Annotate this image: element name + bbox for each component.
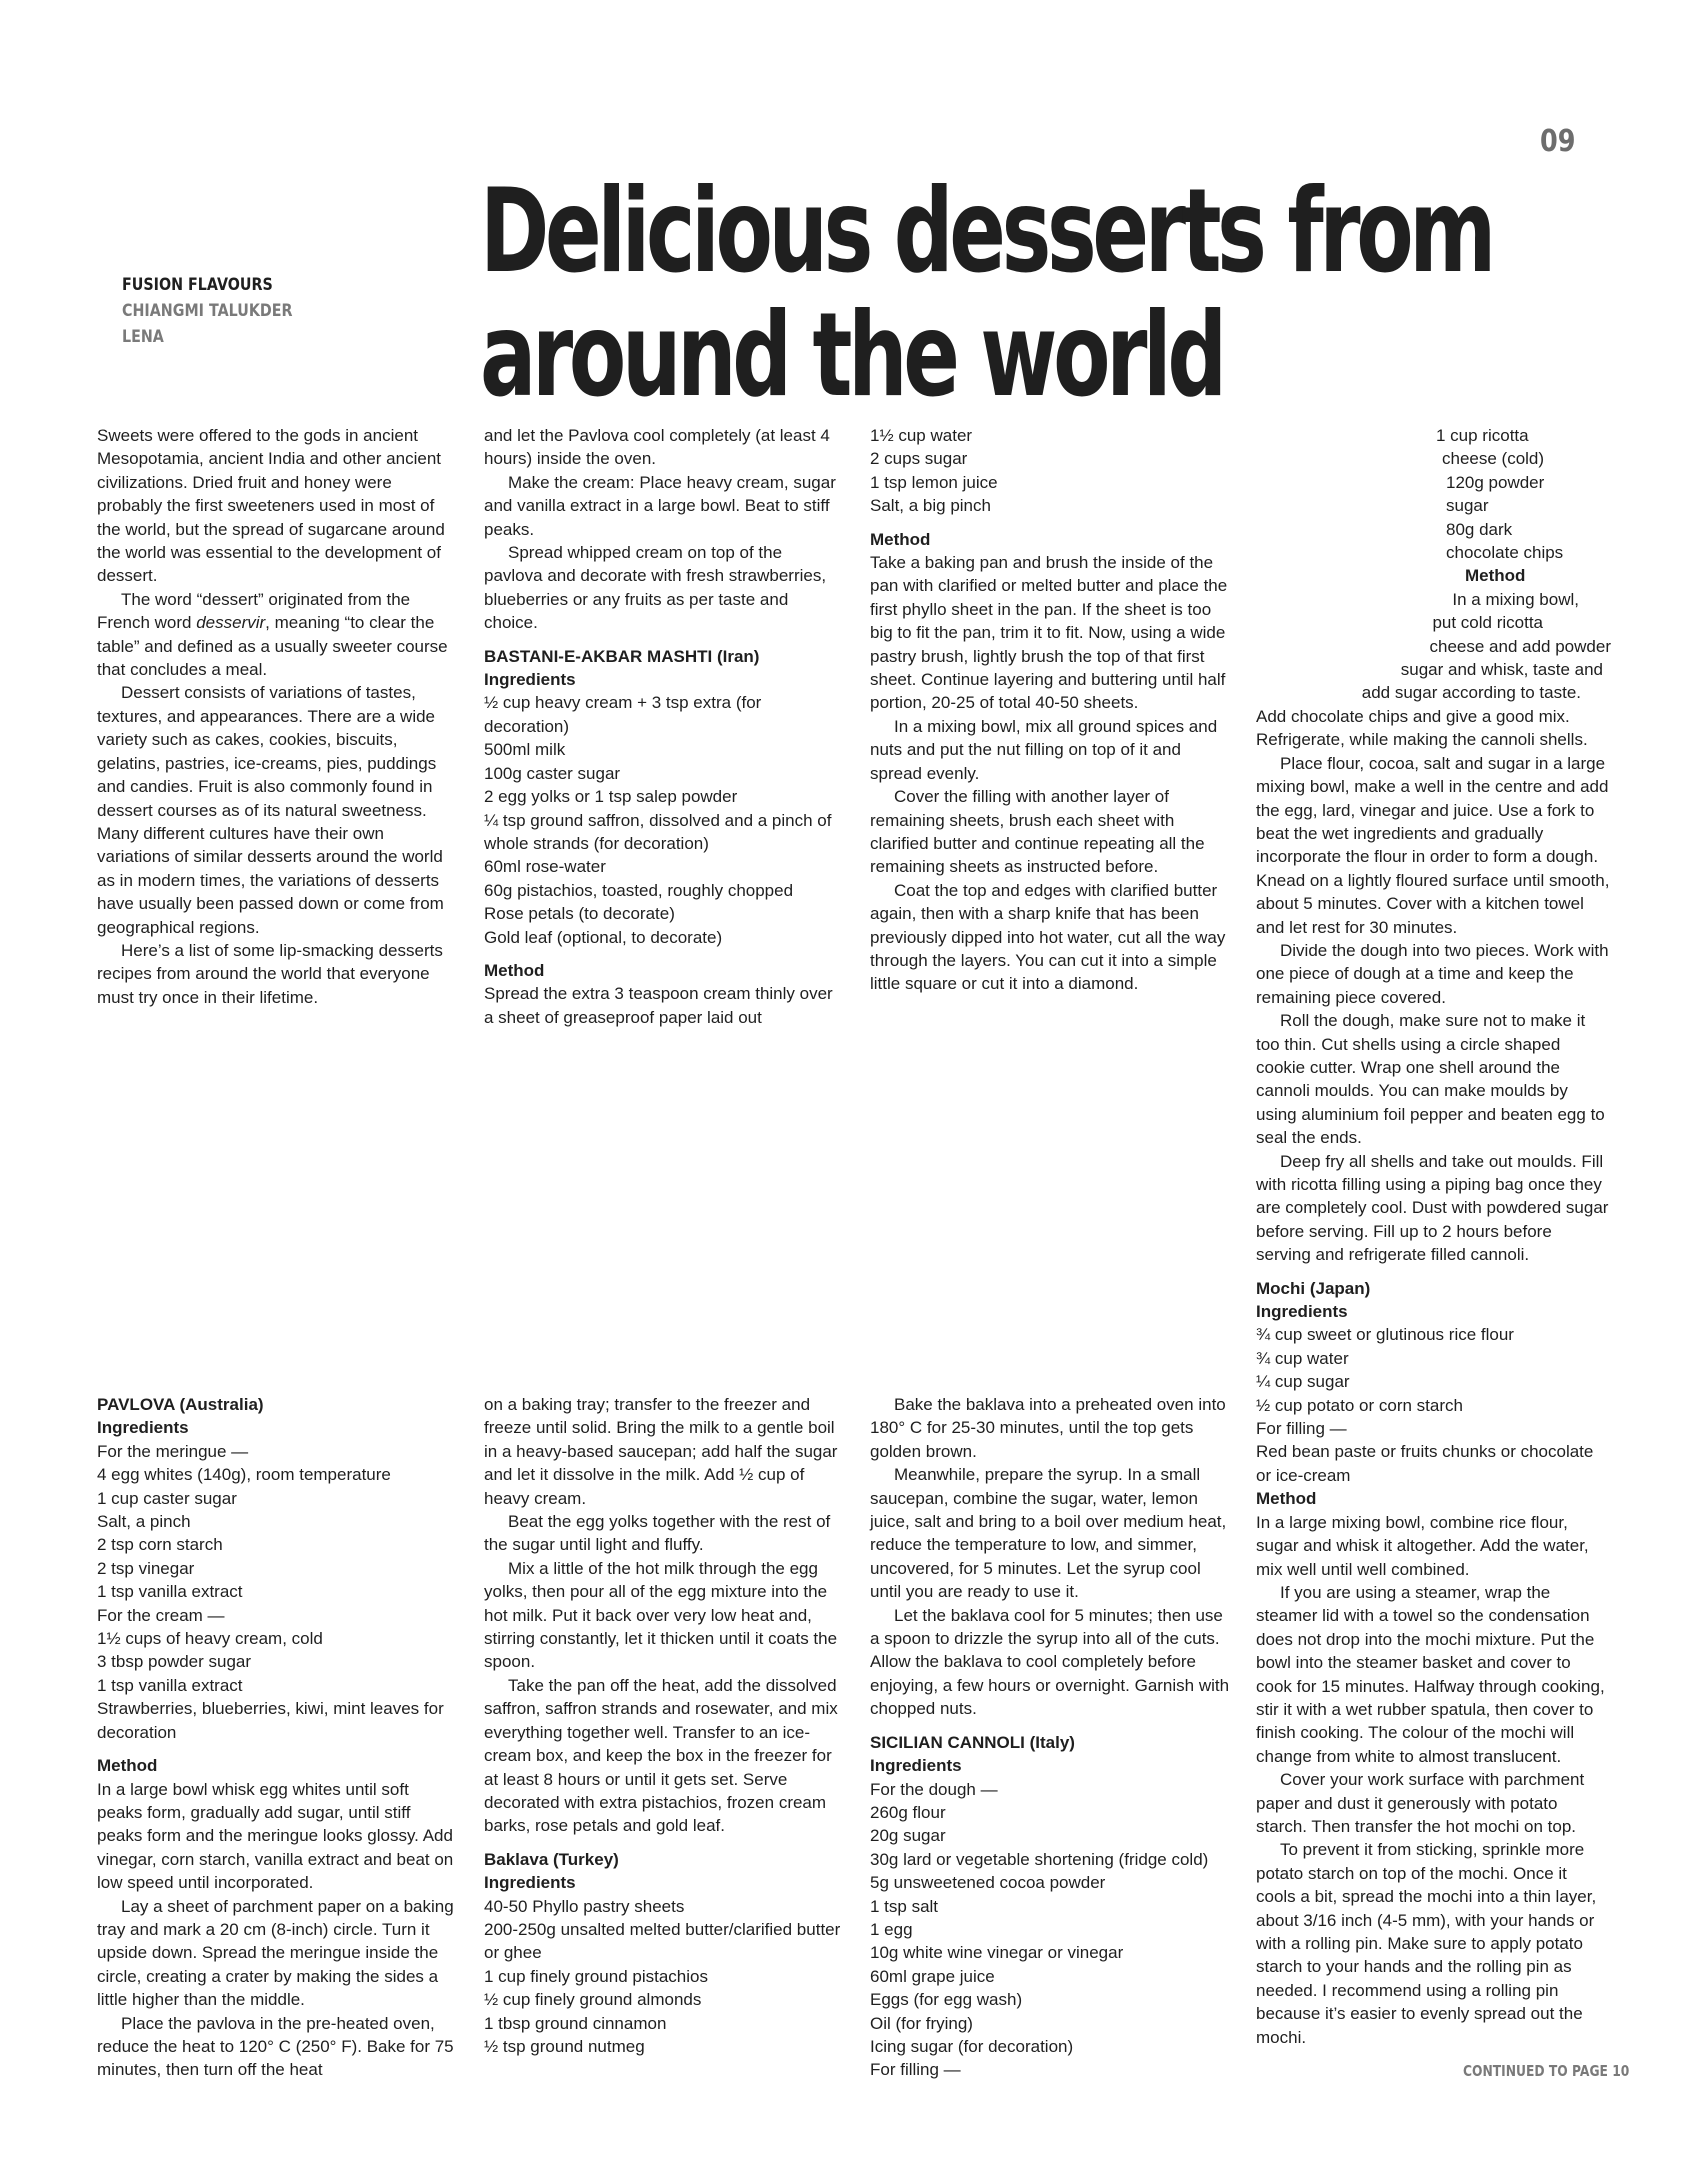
body-paragraph: Let the baklava cool for 5 minutes; then use a spoon to drizzle the syrup into all of the cuts. Allow the baklava to cool completely before enjoying, a few hours or overnight. Garnish with chopped nuts. <box>870 1605 1230 1719</box>
ingredient-item: For the meringue — <box>97 1441 249 1461</box>
ingredient-item: 1 tsp vanilla extract <box>97 1582 243 1602</box>
ingredient-item: ½ cup heavy cream + 3 tsp extra (for decoration) <box>484 693 762 736</box>
ingredient-item: ½ cup finely ground almonds <box>484 1990 702 2010</box>
body-paragraph: Bake the baklava into a preheated oven into 180° C for 25-30 minutes, until the top gets golden brown. <box>870 1395 1226 1461</box>
recipe-title: PAVLOVA (Australia) <box>97 1395 264 1414</box>
intro-paragraph: Sweets were offered to the gods in ancient Mesopotamia, ancient India and other ancient civilizations. Dried fruit and honey were probably the first sweeteners used in most of the world, but the spread of sugarcane around the world was essential to the development of dessert. <box>97 426 445 586</box>
body-paragraph: on a baking tray; transfer to the freezer and freeze until solid. Bring the milk to a gentle boil in a heavy-based saucepan; add half the sugar and let it dissolve in the milk. Add ½ cup of heavy cream. <box>484 1395 838 1508</box>
ingredient-item: 1 tbsp ground cinnamon <box>484 2013 667 2033</box>
body-paragraph: Make the cream: Place heavy cream, sugar and vanilla extract in a large bowl. Beat to stiff peaks. <box>484 472 836 539</box>
method-line: In a mixing bowl, <box>1452 589 1579 609</box>
ricotta-list <box>1256 424 1611 564</box>
recipe-title: Baklava (Turkey) <box>484 1849 619 1869</box>
ingredient-item: 1½ cups of heavy cream, cold <box>97 1629 323 1649</box>
ingredient-item: 2 egg yolks or 1 tsp salep powder <box>484 787 738 807</box>
iran-method-baklava-column <box>484 1393 844 2058</box>
ingredient-item: Salt, a pinch <box>97 1512 191 1532</box>
method-label: Method <box>1256 1489 1317 1509</box>
headline-line-1: Delicious desserts from <box>480 164 1492 299</box>
ingredient-item: 120g powder <box>1446 472 1545 492</box>
ingredient-item: 1 egg <box>870 1919 913 1939</box>
ingredient-item: 1 cup caster sugar <box>97 1488 237 1508</box>
ingredient-item: Oil (for frying) <box>870 2013 973 2033</box>
ingredient-item: 2 cups sugar <box>870 449 968 469</box>
body-paragraph: Spread whipped cream on top of the pavlova and decorate with fresh strawberries, blueberries or any fruits as per taste and choice. <box>484 543 827 633</box>
ingredient-item: chocolate chips <box>1446 543 1564 563</box>
ingredients-label: Ingredients <box>97 1418 189 1438</box>
ingredient-item: Red bean paste or fruits chunks or chocolate or ice-cream <box>1256 1442 1594 1485</box>
body-paragraph: Deep fry all shells and take out moulds. Fill with ricotta filling using a piping bag once they are completely cool. Dust with powdered sugar before serving. Fill up to 2 hours before serving and refrigerate filled cannoli. <box>1256 1151 1609 1265</box>
body-paragraph: To prevent it from sticking, sprinkle more potato starch on top of the mochi. Once it cools a bit, spread the mochi into a thin layer, about 3/16 inch (4-5 mm), with your hands or with a rolling pin. Make sure to apply potato starch to your hands and the rolling pin as needed. I recommend using a rolling pin because it’s easier to evenly spread out the mochi. <box>1256 1840 1597 2047</box>
ingredient-item: ½ tsp ground nutmeg <box>484 2036 645 2056</box>
recipe-title: Mochi (Japan) <box>1256 1278 1371 1298</box>
method-line: put cold ricotta <box>1432 613 1543 633</box>
intro-paragraph <box>97 588 457 682</box>
ingredient-item: 100g caster sugar <box>484 763 621 783</box>
ingredient-item: 1½ cup water <box>870 426 973 445</box>
body-paragraph: Place flour, cocoa, salt and sugar in a large mixing bowl, make a well in the centre and add the egg, lard, vinegar and juice. Use a fork to beat the wet ingredients and gradually incorporate the flour in order to form a dough. Knead on a lightly floured surface until smooth, about 5 minutes. Cover with a kitchen towel and let rest for 30 minutes. <box>1256 753 1610 937</box>
body-paragraph: Take the pan off the heat, add the dissolved saffron, saffron strands and rosewater, and mix everything together well. Transfer to an ice-cream box, and keep the box in the freezer for at least 8 hours or until it gets set. Serve decorated with extra pistachios, frozen cream barks, rose petals and gold leaf. <box>484 1675 838 1836</box>
author-name-2: LENA <box>122 327 164 347</box>
ingredient-item: ¾ cup water <box>1256 1348 1349 1368</box>
ingredient-item: For filling — <box>870 2060 961 2080</box>
body-paragraph: Cover your work surface with parchment paper and dust it generously with potato starch. Then transfer the hot mochi on top. <box>1256 1770 1585 1836</box>
method-label: Method <box>1465 566 1526 586</box>
ingredient-item: 260g flour <box>870 1802 946 1822</box>
ingredient-item: sugar <box>1446 496 1489 516</box>
body-paragraph: Mix a little of the hot milk through the egg yolks, then pour all of the egg mixture into the hot milk. Put it back over very low heat and, stirring constantly, let it thicken until it coats the spoon. <box>484 1558 838 1672</box>
method-line: cheese and add powder <box>1429 636 1611 656</box>
ingredient-item: 30g lard or vegetable shortening (fridge cold) <box>870 1849 1209 1869</box>
ingredient-item: Gold leaf (optional, to decorate) <box>484 927 723 947</box>
byline <box>122 272 293 350</box>
ingredient-item: 2 tsp corn starch <box>97 1535 223 1555</box>
ingredient-item: 10g white wine vinegar or vinegar <box>870 1943 1124 1963</box>
body-paragraph: Coat the top and edges with clarified butter again, then with a sharp knife that has been previously dipped into hot water, cut all the way through the layers. You can cut it into a simple little square or cut it into a diamond. <box>870 880 1226 994</box>
section-label: FUSION FLAVOURS <box>122 275 273 295</box>
headline <box>480 164 1492 423</box>
pavlova-column <box>97 1393 457 2082</box>
ingredient-item: 60ml rose-water <box>484 857 606 877</box>
ingredient-item: 20g sugar <box>870 1826 946 1846</box>
ingredient-item: ¾ cup sweet or glutinous rice flour <box>1256 1325 1514 1345</box>
body-paragraph: Roll the dough, make sure not to make it too thin. Cut shells using a circle shaped cookie cutter. Wrap one shell around the cannoli moulds. You can make moulds by using aluminium foil pepper and beaten egg to seal the ends. <box>1256 1011 1605 1148</box>
ingredient-item: 200-250g unsalted melted butter/clarified butter or ghee <box>484 1919 841 1963</box>
method-label: Method <box>97 1756 158 1776</box>
body-paragraph: Divide the dough into two pieces. Work with one piece of dough at a time and keep the remaining piece covered. <box>1256 940 1609 1007</box>
body-paragraph: Add chocolate chips and give a good mix. Refrigerate, while making the cannoli shells. <box>1256 706 1588 750</box>
ingredient-item: 3 tbsp powder sugar <box>97 1652 252 1672</box>
method-lines <box>1256 588 1611 705</box>
body-paragraph: Take a baking pan and brush the inside of the pan with clarified or melted butter and place the first phyllo sheet in the pan. If the sheet is too big to fit the pan, trim it to fit. Now, using a wide pastry brush, lightly brush the top of that first sheet. Continue layering and buttering until half portion, 20-25 of total 40-50 sheets. <box>870 553 1228 713</box>
ingredient-item: 1 cup ricotta <box>1436 426 1529 445</box>
ingredient-item: cheese (cold) <box>1442 449 1545 469</box>
ingredient-item: For the dough — <box>870 1779 998 1799</box>
body-paragraph: and let the Pavlova cool completely (at least 4 hours) inside the oven. <box>484 426 830 469</box>
body-paragraph: Cover the filling with another layer of remaining sheets, brush each sheet with clarified butter and continue repeating all the remaining sheets as instructed before. <box>870 787 1205 877</box>
ingredient-item: Strawberries, blueberries, kiwi, mint leaves for decoration <box>97 1699 444 1742</box>
ingredient-item: 60g pistachios, toasted, roughly chopped <box>484 880 794 900</box>
continued-note: CONTINUED TO PAGE 10 <box>1463 2062 1630 2080</box>
body-paragraph: Meanwhile, prepare the syrup. In a small saucepan, combine the sugar, water, lemon juice, salt and bring to a boil over medium heat, reduce the temperature to low, and simmer, uncovered, for 5 minutes. Let the syrup cool until you are ready to use it. <box>870 1465 1227 1602</box>
baklava-cannoli-column <box>870 1393 1230 2082</box>
method-line: sugar and whisk, taste and <box>1400 660 1603 680</box>
body-paragraph: Lay a sheet of parchment paper on a baking tray and mark a 20 cm (8-inch) circle. Turn it upside down. Spread the meringue inside the circle, creating a crater by making the sides a little higher than the middle. <box>97 1896 454 2010</box>
ingredient-item: 2 tsp vinegar <box>97 1558 195 1578</box>
body-paragraph: In a large mixing bowl, combine rice flour, sugar and whisk it altogether. Add the water, mix well until well combined. <box>1256 1512 1589 1579</box>
ingredient-item: 1 tsp salt <box>870 1896 939 1916</box>
body-paragraph: In a large bowl whisk egg whites until soft peaks form, gradually add sugar, until stiff peaks form and the meringue looks glossy. Add vinegar, corn starch, vanilla extract and beat on low speed until incorporated. <box>97 1779 454 1893</box>
ingredient-item: 5g unsweetened cocoa powder <box>870 1873 1106 1893</box>
recipe-title: SICILIAN CANNOLI (Italy) <box>870 1732 1075 1752</box>
method-line: add sugar according to taste. <box>1361 683 1581 703</box>
ingredients-label: Ingredients <box>1256 1302 1348 1322</box>
method-text: Spread the extra 3 teaspoon cream thinly over a sheet of greaseproof paper laid out <box>484 984 833 1027</box>
body-paragraph: Beat the egg yolks together with the rest of the sugar until light and fluffy. <box>484 1512 831 1555</box>
body-paragraph: Place the pavlova in the pre-heated oven, reduce the heat to 120° C (250° F). Bake for 75 minutes, then turn off the heat <box>97 2013 454 2080</box>
iran-recipe-column <box>484 424 844 1029</box>
dessert-origin-text: The word “dessert” originated from the French word desservir, meaning “to clear the table” and defined as a usually sweeter course that concludes a meal. <box>97 589 448 680</box>
recipe-title: BASTANI-E-AKBAR MASHTI (Iran) <box>484 646 760 666</box>
ingredient-item: 40-50 Phyllo pastry sheets <box>484 1896 685 1916</box>
ingredient-item: Rose petals (to decorate) <box>484 904 675 924</box>
ingredient-item: For filling — <box>1256 1419 1347 1439</box>
ingredient-item: 4 egg whites (140g), room temperature <box>97 1465 391 1485</box>
headline-line-2: around the world <box>480 288 1223 423</box>
body-paragraph: If you are using a steamer, wrap the steamer lid with a towel so the condensation does not drop into the mochi mixture. Put the bowl into the steamer basket and cover to cook for 15 minutes. Halfway through cooking, stir it with a wet rubber spatula, then cover to finish cooking. The colour of the mochi will change from white to almost translucent. <box>1256 1582 1605 1766</box>
ingredient-item: ¼ tsp ground saffron, dissolved and a pinch of whole strands (for decoration) <box>484 810 832 853</box>
cannoli-mochi-column <box>1256 424 1611 2049</box>
ingredient-item: 80g dark <box>1446 519 1513 539</box>
ingredient-item: 1 cup finely ground pistachios <box>484 1966 708 1986</box>
ingredient-item: ¼ cup sugar <box>1256 1372 1350 1392</box>
ingredient-item: ½ cup potato or corn starch <box>1256 1395 1463 1415</box>
ingredient-item: 1 tsp lemon juice <box>870 472 998 492</box>
ingredients-label: Ingredients <box>484 1873 576 1893</box>
baklava-method-column <box>870 424 1230 996</box>
ingredient-item: 1 tsp vanilla extract <box>97 1675 243 1695</box>
intro-paragraph: Dessert consists of variations of tastes, textures, and appearances. There are a wide variety such as cakes, cookies, biscuits, gelatins, pastries, ice-creams, pies, puddings and candies. Fruit is also commonly found in dessert courses as of its natural sweetness. Many different cultures have their own variations of similar desserts around the world as in modern times, the variations of desserts have usually been passed down or come from geographical regions. <box>97 683 444 937</box>
author-name: CHIANGMI TALUKDER <box>122 301 293 321</box>
page-number: 09 <box>1540 124 1576 159</box>
method-label: Method <box>870 529 931 549</box>
ingredients-label: Ingredients <box>870 1756 962 1776</box>
ingredient-item: Eggs (for egg wash) <box>870 1990 1023 2010</box>
ingredient-item: Salt, a big pinch <box>870 496 991 516</box>
ingredient-item: 60ml grape juice <box>870 1966 995 1986</box>
body-paragraph: In a mixing bowl, mix all ground spices and nuts and put the nut filling on top of it and spread evenly. <box>870 716 1218 783</box>
method-label: Method <box>484 960 545 980</box>
ingredient-item: 500ml milk <box>484 740 566 760</box>
intro-column <box>97 424 457 1009</box>
ingredient-item: Icing sugar (for decoration) <box>870 2036 1074 2056</box>
ingredient-item: For the cream — <box>97 1605 225 1625</box>
intro-paragraph: Here’s a list of some lip-smacking desserts recipes from around the world that everyone must try once in their lifetime. <box>97 940 443 1007</box>
ingredients-label: Ingredients <box>484 670 576 690</box>
